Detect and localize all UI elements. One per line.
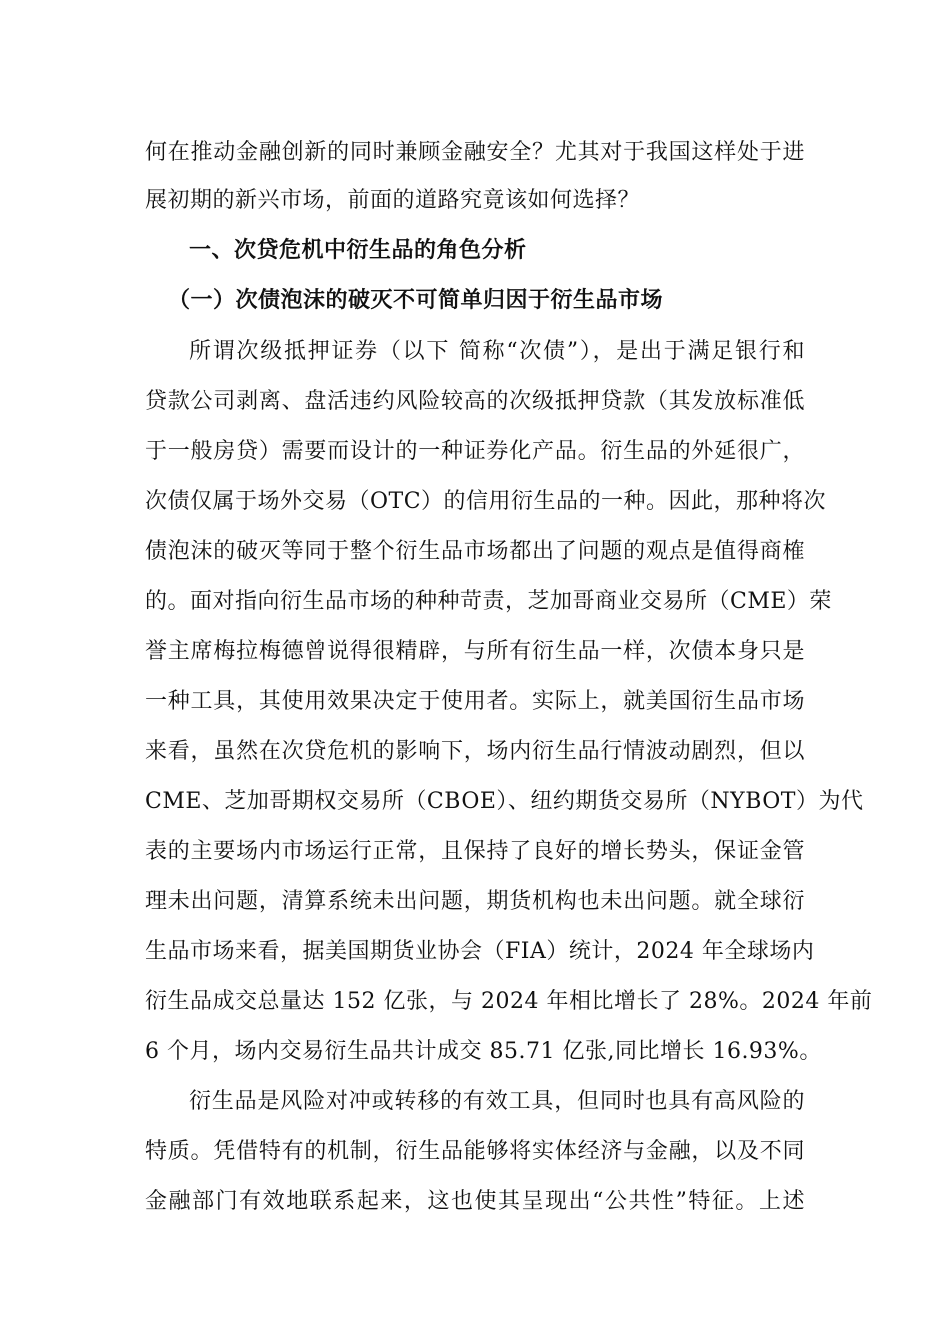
paragraph-1-line-13: 生品市场来看，据美国期货业协会（FIA）统计，2024 年全球场内 <box>145 939 815 964</box>
intro-line-2: 展初期的新兴市场，前面的道路究竟该如何选择？ <box>145 188 641 213</box>
section-heading: 一、次贷危机中衍生品的角色分析 <box>189 238 527 263</box>
paragraph-1-line-8: 一种工具，其使用效果决定于使用者。实际上，就美国衍生品市场 <box>145 689 805 714</box>
paragraph-1-line-3: 于一般房贷）需要而设计的一种证券化产品。衍生品的外延很广， <box>145 439 805 464</box>
paragraph-1-line-14: 衍生品成交总量达 152 亿张，与 2024 年相比增长了 28%。2024 年前 <box>145 989 873 1014</box>
paragraph-1-line-9: 来看，虽然在次贷危机的影响下，场内衍生品行情波动剧烈，但以 <box>145 739 805 764</box>
intro-line-1: 何在推动金融创新的同时兼顾金融安全？尤其对于我国这样处于进 <box>145 140 805 165</box>
paragraph-1-line-15: 6 个月，场内交易衍生品共计成交 85.71 亿张,同比增长 16.93%。 <box>145 1039 822 1064</box>
paragraph-2-line-2: 特质。凭借特有的机制，衍生品能够将实体经济与金融，以及不同 <box>145 1139 805 1164</box>
paragraph-1-line-4: 次债仅属于场外交易（OTC）的信用衍生品的一种。因此，那种将次 <box>145 489 827 514</box>
paragraph-1-line-11: 表的主要场内市场运行正常，且保持了良好的增长势头，保证金管 <box>145 839 805 864</box>
paragraph-1-line-7: 誉主席梅拉梅德曾说得很精辟，与所有衍生品一样，次债本身只是 <box>145 639 805 664</box>
paragraph-1-line-6: 的。面对指向衍生品市场的种种苛责，芝加哥商业交易所（CME）荣 <box>145 589 832 614</box>
paragraph-1-line-12: 理未出问题，清算系统未出问题，期货机构也未出问题。就全球衍 <box>145 889 805 914</box>
paragraph-2-line-1: 衍生品是风险对冲或转移的有效工具，但同时也具有高风险的 <box>189 1089 805 1114</box>
paragraph-2-line-3: 金融部门有效地联系起来，这也使其呈现出“公共性”特征。上述 <box>145 1189 805 1214</box>
subsection-heading: （一）次债泡沫的破灭不可简单归因于衍生品市场 <box>168 288 664 313</box>
paragraph-1-line-1: 所谓次级抵押证券（以下 简称“次债”），是出于满足银行和 <box>189 339 805 364</box>
paragraph-1-line-10: CME、芝加哥期权交易所（CBOE）、纽约期货交易所（NYBOT）为代 <box>145 789 864 814</box>
paragraph-1-line-2: 贷款公司剥离、盘活违约风险较高的次级抵押贷款（其发放标准低 <box>145 389 805 414</box>
paragraph-1-line-5: 债泡沫的破灭等同于整个衍生品市场都出了问题的观点是值得商榷 <box>145 539 805 564</box>
